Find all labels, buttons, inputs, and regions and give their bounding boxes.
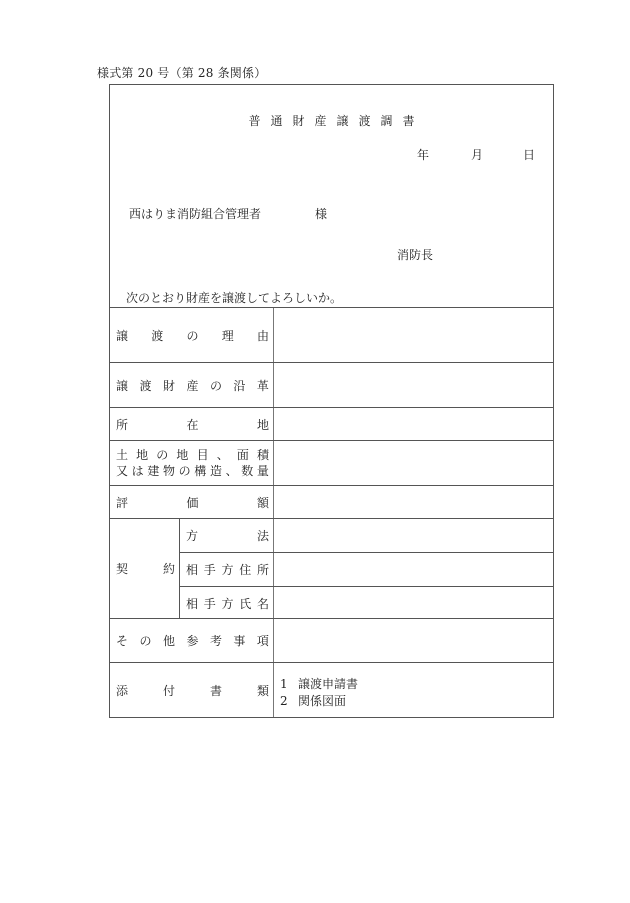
label-char: そ bbox=[116, 634, 129, 648]
title-char: 産 bbox=[314, 114, 337, 128]
label-char: 方 bbox=[221, 563, 234, 577]
date-day-label: 日 bbox=[522, 148, 535, 162]
label-char: 譲 bbox=[116, 328, 129, 343]
request-text: 次のとおり財産を譲渡してよろしいか。 bbox=[126, 291, 343, 305]
label-char: 面 bbox=[236, 448, 249, 462]
form-header bbox=[110, 85, 553, 307]
label-char: 土 bbox=[116, 448, 129, 462]
label-char: 財 bbox=[162, 378, 175, 393]
label-other-reference bbox=[110, 619, 274, 662]
label-char: 付 bbox=[162, 683, 175, 698]
label-char: 譲 bbox=[116, 378, 129, 393]
label-char: 価 bbox=[186, 495, 199, 510]
label-appraisal bbox=[110, 486, 274, 518]
value-other-reference[interactable] bbox=[274, 619, 553, 662]
label-char: 沿 bbox=[233, 378, 246, 393]
label-char: 約 bbox=[162, 562, 175, 576]
addressee: 西はりま消防組合管理者 bbox=[129, 207, 262, 221]
label-char: 地 bbox=[256, 417, 269, 432]
label-char: 添 bbox=[116, 683, 129, 698]
attachment-number: 1 bbox=[280, 677, 288, 691]
row-attachments bbox=[110, 662, 553, 717]
label-char: 、 bbox=[216, 448, 229, 462]
label-char: 物 bbox=[162, 464, 175, 478]
row-contract-method bbox=[180, 519, 553, 552]
label-char: 地 bbox=[136, 448, 149, 462]
label-char: 考 bbox=[209, 634, 222, 648]
label-char: 地 bbox=[176, 448, 189, 462]
label-char: 氏 bbox=[239, 596, 252, 611]
sender: 消防長 bbox=[397, 248, 434, 262]
attachment-text: 譲渡申請書 bbox=[298, 677, 359, 691]
value-land-building[interactable] bbox=[274, 441, 553, 485]
label-char: 渡 bbox=[139, 378, 152, 393]
label-char: 由 bbox=[256, 328, 269, 343]
label-char: 渡 bbox=[151, 328, 164, 343]
title-char: 普 bbox=[248, 114, 271, 128]
document-title bbox=[110, 112, 553, 129]
date-year-label: 年 bbox=[416, 148, 429, 162]
label-char: 類 bbox=[256, 683, 269, 698]
row-reason bbox=[110, 307, 553, 362]
value-history[interactable] bbox=[274, 363, 553, 407]
row-group-contract bbox=[110, 518, 553, 618]
label-char: 産 bbox=[186, 378, 199, 393]
label-char: 所 bbox=[116, 417, 129, 432]
label-char: 相 bbox=[186, 596, 199, 611]
value-attachments bbox=[274, 663, 553, 717]
date-month-label: 月 bbox=[470, 148, 483, 162]
attachment-text: 関係図面 bbox=[298, 694, 347, 708]
label-char: 数 bbox=[241, 464, 254, 478]
row-land-building bbox=[110, 440, 553, 485]
label-char: の bbox=[186, 328, 199, 343]
label-char: 構 bbox=[194, 464, 207, 478]
label-reason bbox=[110, 308, 274, 362]
title-char: 書 bbox=[402, 114, 425, 128]
label-char: 方 bbox=[186, 529, 199, 543]
label-char: 量 bbox=[256, 464, 269, 478]
label-char: 革 bbox=[256, 378, 269, 393]
addressee-honorific: 様 bbox=[315, 207, 328, 221]
title-char: 調 bbox=[380, 114, 403, 128]
row-location bbox=[110, 407, 553, 440]
label-char: 建 bbox=[147, 464, 160, 478]
label-char: の bbox=[156, 448, 169, 462]
attachment-item bbox=[280, 676, 358, 693]
label-char: 手 bbox=[203, 596, 216, 611]
date-line bbox=[417, 146, 535, 163]
row-history bbox=[110, 362, 553, 407]
attachment-number: 2 bbox=[280, 694, 288, 708]
label-contract-method bbox=[180, 519, 274, 552]
label-history bbox=[110, 363, 274, 407]
label-char: 書 bbox=[209, 683, 222, 698]
label-char: 住 bbox=[239, 563, 252, 577]
value-appraisal[interactable] bbox=[274, 486, 553, 518]
label-char: 事 bbox=[233, 634, 246, 648]
label-land-building bbox=[110, 441, 274, 485]
label-char: 方 bbox=[221, 596, 234, 611]
label-char: 在 bbox=[186, 417, 199, 432]
value-counterparty-name[interactable] bbox=[274, 587, 553, 619]
label-char: の bbox=[209, 378, 222, 393]
label-char: 造 bbox=[209, 464, 222, 478]
label-counterparty-address bbox=[180, 553, 274, 586]
title-char: 渡 bbox=[358, 114, 381, 128]
label-char: 理 bbox=[221, 328, 234, 343]
title-char: 通 bbox=[270, 114, 293, 128]
label-char: 目 bbox=[196, 448, 209, 462]
row-counterparty-address bbox=[180, 552, 553, 586]
label-attachments bbox=[110, 663, 274, 717]
attachment-item bbox=[280, 693, 358, 710]
value-location[interactable] bbox=[274, 408, 553, 440]
label-char: の bbox=[178, 464, 191, 478]
attachments-list bbox=[280, 676, 358, 710]
label-char: 参 bbox=[186, 634, 199, 648]
label-char: 手 bbox=[203, 563, 216, 577]
value-counterparty-address[interactable] bbox=[274, 553, 553, 586]
value-reason[interactable] bbox=[274, 308, 553, 362]
label-char: 法 bbox=[256, 529, 269, 543]
label-char: 評 bbox=[116, 495, 129, 510]
row-appraisal bbox=[110, 485, 553, 518]
label-char: の bbox=[139, 634, 152, 648]
label-counterparty-name bbox=[180, 587, 274, 619]
label-char: 名 bbox=[256, 596, 269, 611]
label-char: 項 bbox=[256, 634, 269, 648]
label-char: 積 bbox=[256, 448, 269, 462]
label-char: は bbox=[131, 464, 144, 478]
label-char: 、 bbox=[225, 464, 238, 478]
row-counterparty-name bbox=[180, 586, 553, 619]
label-char: 又 bbox=[116, 464, 129, 478]
value-contract-method[interactable] bbox=[274, 519, 553, 552]
row-other-reference bbox=[110, 618, 553, 662]
form-number-caption: 様式第 20 号（第 28 条関係） bbox=[97, 66, 267, 80]
label-char: 他 bbox=[162, 634, 175, 648]
label-location bbox=[110, 408, 274, 440]
title-char: 財 bbox=[292, 114, 315, 128]
form-frame bbox=[109, 84, 554, 718]
label-contract bbox=[110, 519, 180, 618]
label-char: 相 bbox=[186, 563, 199, 577]
label-char: 額 bbox=[256, 495, 269, 510]
label-char: 契 bbox=[116, 562, 129, 576]
title-char: 譲 bbox=[336, 114, 359, 128]
label-char: 所 bbox=[256, 563, 269, 577]
